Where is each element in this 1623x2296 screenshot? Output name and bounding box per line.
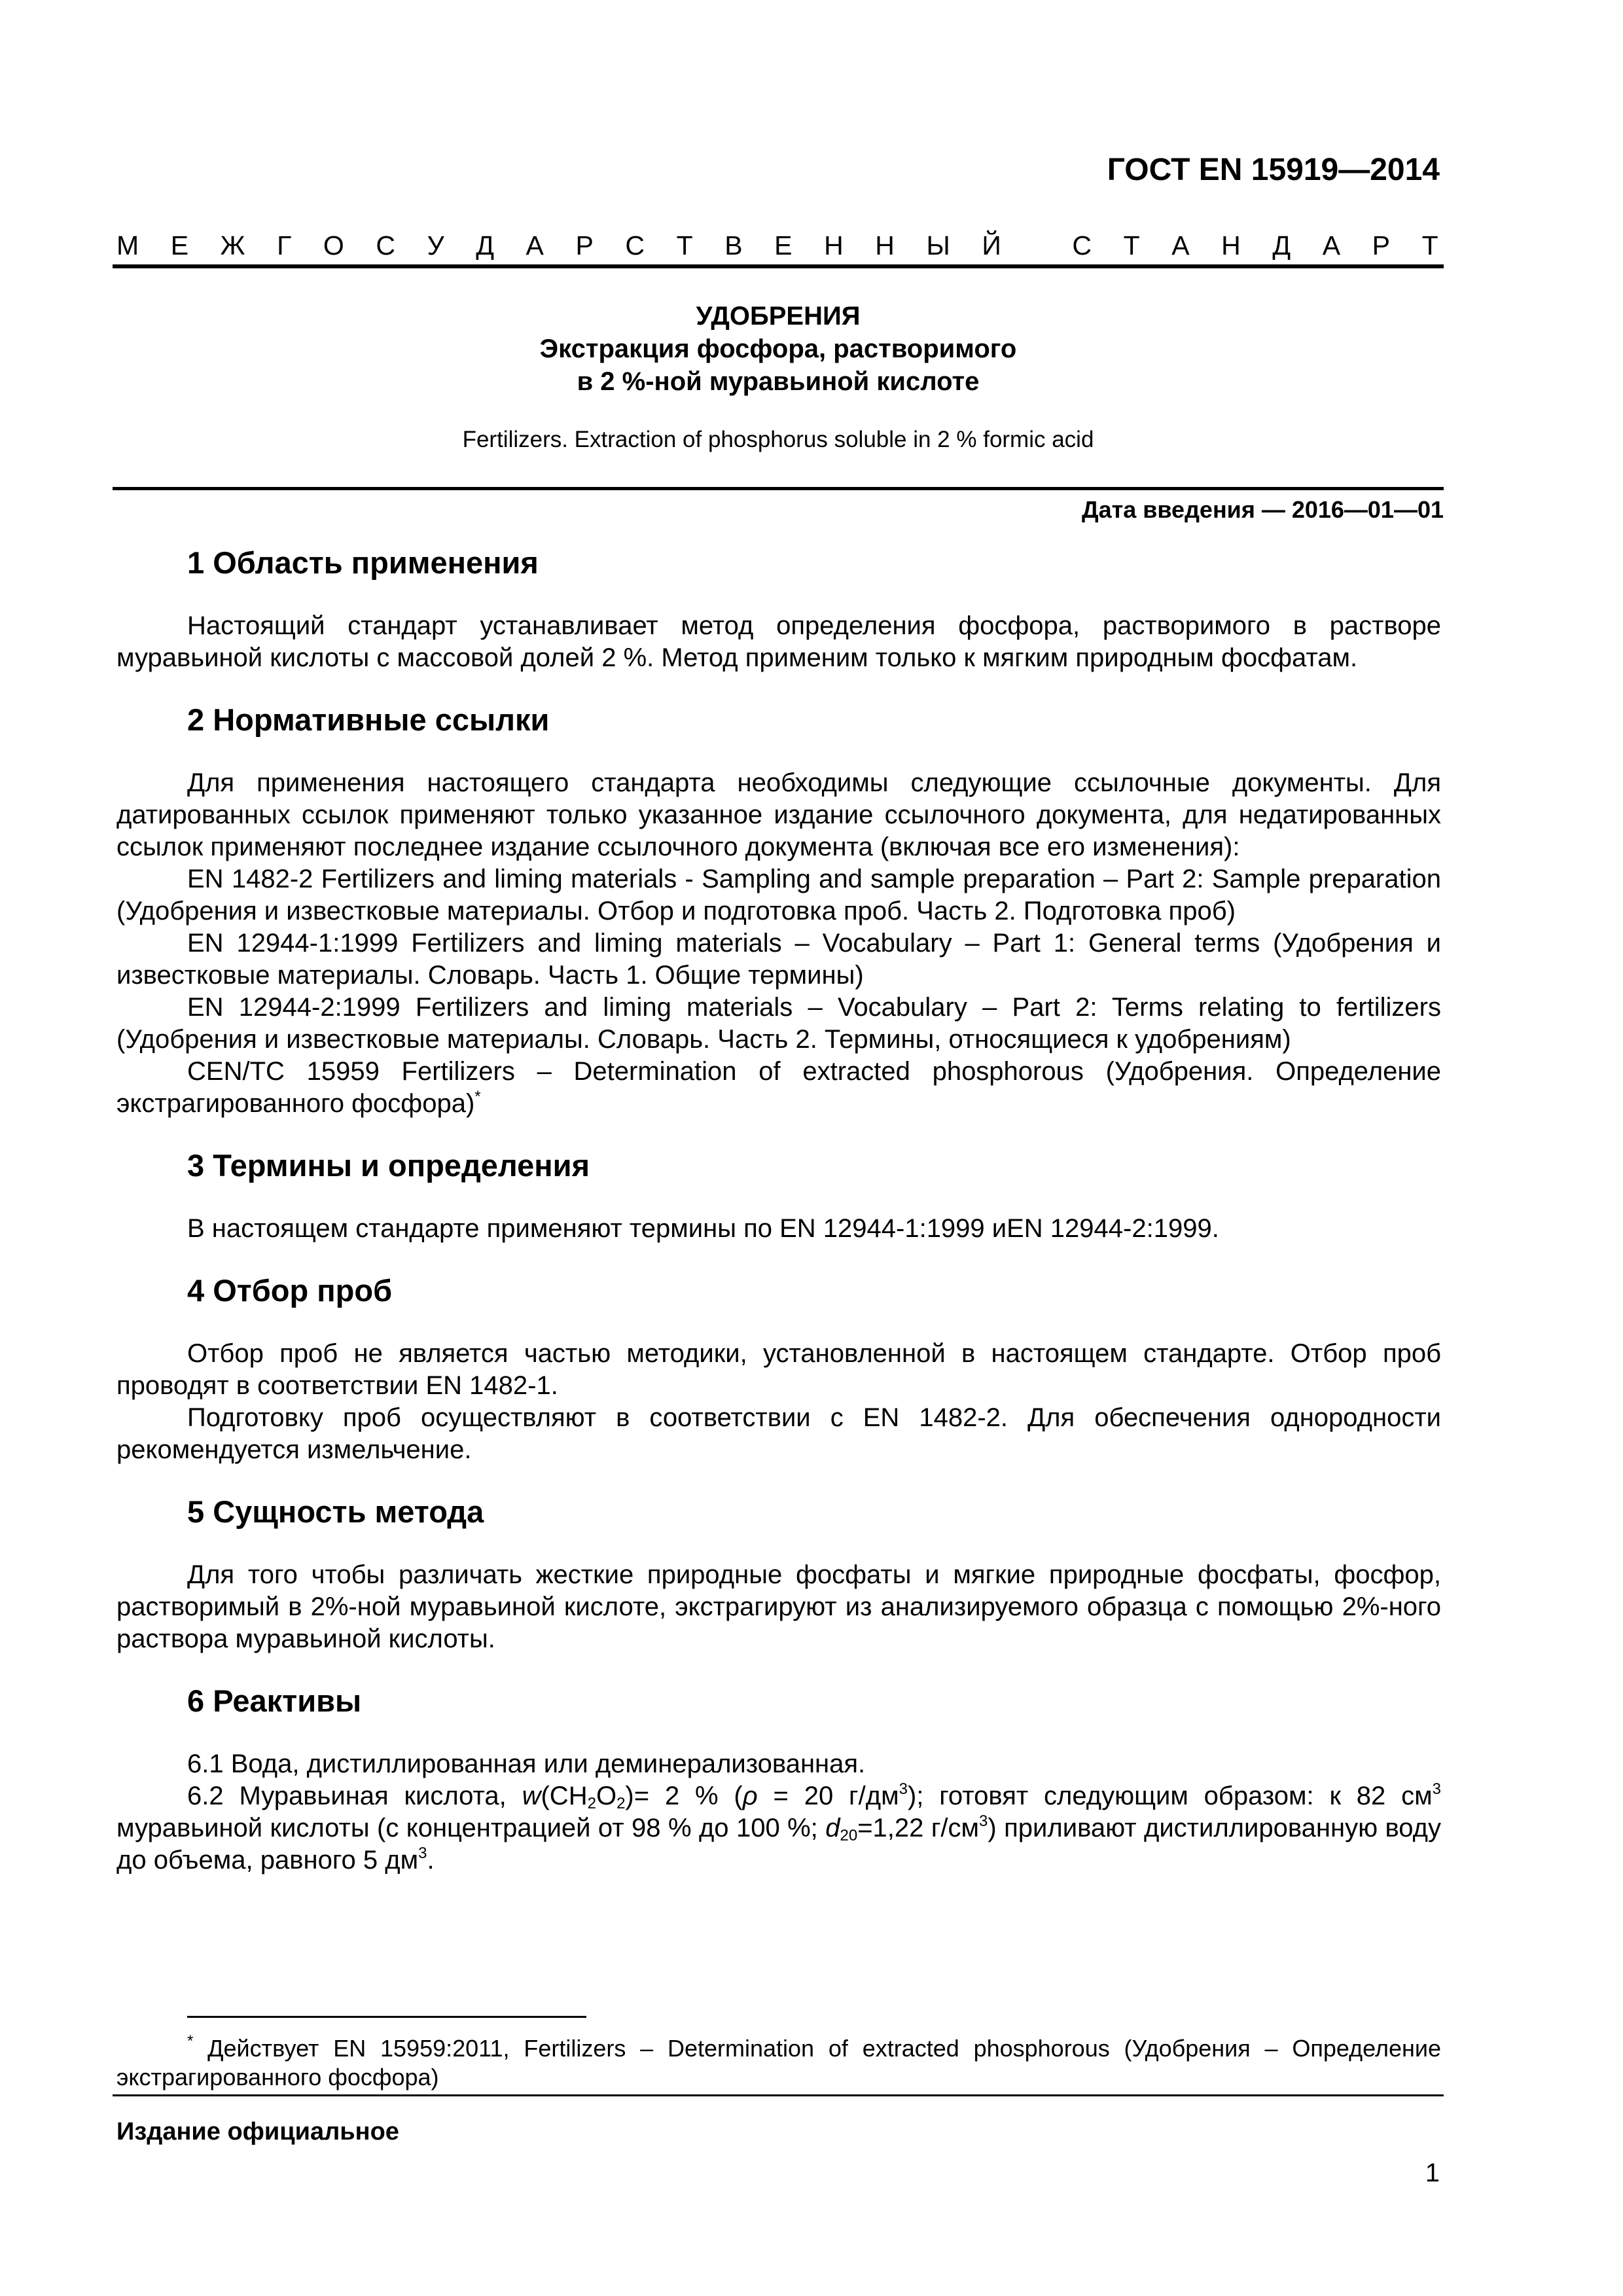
symbol-w: w bbox=[522, 1782, 541, 1810]
reference-text: CEN/TC 15959 Fertilizers – Determination of extracted phosphorous (Удобрения. Определение экстрагированного фосфора) bbox=[116, 1057, 1441, 1118]
standard-kind-letter: М bbox=[116, 230, 139, 260]
footnote-marker: * bbox=[474, 1088, 481, 1105]
standard-kind-heading bbox=[116, 230, 1438, 261]
footnote-text: Действует EN 15959:2011, Fertilizers – Determination of extracted phosphorous (Удобрения – Определение экстрагированного фосфора) bbox=[116, 2035, 1441, 2090]
section-6 bbox=[116, 1681, 1441, 1876]
paragraph: Отбор проб не является частью методики, установленной в настоящем стандарте. Отбор проб проводят в соответствии EN 1482-1. bbox=[116, 1339, 1441, 1400]
section-5 bbox=[116, 1492, 1441, 1655]
section-2 bbox=[116, 700, 1441, 1120]
title-english: Fertilizers. Extraction of phosphorus soluble in 2 % formic acid bbox=[462, 427, 1094, 452]
section-heading: 1 Область применения bbox=[187, 545, 539, 580]
section-heading: 2 Нормативные ссылки bbox=[187, 702, 550, 737]
standard-kind-letter: Ж bbox=[220, 230, 245, 260]
document-title bbox=[113, 300, 1444, 398]
symbol-rho: ρ bbox=[742, 1782, 758, 1810]
reference-item bbox=[116, 1056, 1441, 1120]
superscript: 3 bbox=[979, 1812, 988, 1830]
title-line-1: УДОБРЕНИЯ bbox=[696, 302, 861, 331]
standard-kind-letter: Д bbox=[1272, 230, 1291, 260]
reference-item: EN 12944-2:1999 Fertilizers and liming materials – Vocabulary – Part 2: Terms relating to fertilizers (Удобрения и известковые материалы. Словарь. Часть 2. Термины, относящиеся к удобрениям) bbox=[116, 993, 1441, 1054]
document-number: ГОСТ EN 15919—2014 bbox=[1107, 152, 1440, 187]
text-run: ); готовят следующим образом: к 82 см bbox=[907, 1782, 1433, 1810]
text-run: )= 2 % ( bbox=[625, 1782, 743, 1810]
section-heading: 5 Сущность метода bbox=[187, 1494, 484, 1529]
standard-kind-letter: С bbox=[376, 230, 395, 260]
standard-kind-letter: Т bbox=[1421, 230, 1438, 260]
title-line-2: Экстракция фосфора, растворимого bbox=[539, 334, 1017, 363]
standard-kind-letter: А bbox=[1171, 230, 1190, 260]
document-body bbox=[116, 543, 1441, 1903]
paragraph-formic-acid bbox=[116, 1780, 1441, 1876]
standard-kind-letter: Т bbox=[1123, 230, 1140, 260]
standard-kind-letter: О bbox=[323, 230, 344, 260]
footnote bbox=[116, 2034, 1441, 2092]
text-run: O bbox=[596, 1782, 617, 1810]
title-line-3: в 2 %-ной муравьиной кислоте bbox=[577, 367, 980, 396]
standard-kind-letter: Ы bbox=[926, 230, 950, 260]
superscript: 3 bbox=[899, 1780, 908, 1798]
text-run: (CH bbox=[541, 1782, 588, 1810]
title-rule bbox=[113, 487, 1444, 490]
footnote-separator bbox=[187, 2016, 586, 2018]
superscript: 3 bbox=[418, 1844, 427, 1862]
subscript: 20 bbox=[840, 1827, 858, 1844]
standard-kind-letter: Г bbox=[277, 230, 292, 260]
section-heading: 3 Термины и определения bbox=[187, 1148, 590, 1183]
subscript: 2 bbox=[587, 1795, 596, 1812]
standard-kind-letter: Н bbox=[1221, 230, 1241, 260]
standard-kind-letter: В bbox=[724, 230, 743, 260]
standard-kind-letter: Р bbox=[575, 230, 594, 260]
symbol-d: d bbox=[825, 1814, 840, 1842]
text-run: = 20 г/дм bbox=[757, 1782, 899, 1810]
standard-kind-letter: Р bbox=[1372, 230, 1390, 260]
edition-label: Издание официальное bbox=[116, 2118, 399, 2145]
section-heading: 4 Отбор проб bbox=[187, 1273, 393, 1308]
footnote-marker: * bbox=[187, 2032, 194, 2050]
standard-kind-letter: С bbox=[1072, 230, 1092, 260]
text-run: ) приливают дистиллированную воду до объема, равного 5 дм bbox=[116, 1814, 1442, 1874]
standard-kind-letter: Т bbox=[676, 230, 693, 260]
paragraph: В настоящем стандарте применяют термины по EN 12944-1:1999 иEN 12944-2:1999. bbox=[187, 1214, 1219, 1243]
text-run: 6.2 Муравьиная кислота, bbox=[187, 1782, 522, 1810]
standard-kind-letter: Е bbox=[774, 230, 793, 260]
paragraph: Подготовку проб осуществляют в соответствии с EN 1482-2. Для обеспечения однородности рекомендуется измельчение. bbox=[116, 1403, 1441, 1464]
paragraph: 6.1 Вода, дистиллированная или деминерализованная. bbox=[187, 1749, 866, 1778]
section-4 bbox=[116, 1271, 1441, 1466]
standard-kind-letter: Е bbox=[170, 230, 189, 260]
paragraph: Для применения настоящего стандарта необходимы следующие ссылочные документы. Для датированных ссылок применяют только указанное издание ссылочного документа, для недатированных ссылок применяют последнее издание ссылочного документа (включая все его изменения): bbox=[116, 768, 1441, 861]
page-number: 1 bbox=[1425, 2159, 1440, 2187]
paragraph: Для того чтобы различать жесткие природные фосфаты и мягкие природные фосфаты, фосфор, растворимый в 2%-ной муравьиной кислоте, экстрагируют из анализируемого образца с помощью 2%-ного раствора муравьиной кислоты. bbox=[116, 1560, 1441, 1653]
superscript: 3 bbox=[1432, 1780, 1441, 1798]
header-rule bbox=[113, 264, 1444, 268]
introduction-date: Дата введения — 2016—01—01 bbox=[1081, 496, 1444, 523]
reference-item: EN 1482-2 Fertilizers and liming materials - Sampling and sample preparation – Part 2: Sample preparation (Удобрения и известковые материалы. Отбор и подготовка проб. Часть 2. Подготовка проб) bbox=[116, 865, 1441, 925]
text-run: . bbox=[427, 1846, 435, 1874]
standard-kind-letter: А bbox=[526, 230, 544, 260]
standard-kind-letter: Й bbox=[982, 230, 1001, 260]
standard-kind-letter: С bbox=[625, 230, 645, 260]
standard-kind-letter: Н bbox=[824, 230, 844, 260]
section-heading: 6 Реактивы bbox=[187, 1683, 362, 1718]
section-3 bbox=[116, 1146, 1441, 1245]
paragraph: Настоящий стандарт устанавливает метод определения фосфора, растворимого в растворе муравьиной кислоты с массовой долей 2 %. Метод применим только к мягким природным фосфатам. bbox=[116, 611, 1441, 672]
reference-item: EN 12944-1:1999 Fertilizers and liming materials – Vocabulary – Part 1: General terms (Удобрения и известковые материалы. Словарь. Часть 1. Общие термины) bbox=[116, 929, 1441, 990]
standard-kind-letter: А bbox=[1322, 230, 1341, 260]
standard-kind-letter bbox=[1033, 230, 1040, 261]
text-run: =1,22 г/см bbox=[857, 1814, 980, 1842]
section-1 bbox=[116, 543, 1441, 674]
footer-rule bbox=[113, 2094, 1444, 2096]
standard-kind-letter: Д bbox=[476, 230, 494, 260]
text-run: муравьиной кислоты (с концентрацией от 98 % до 100 %; bbox=[116, 1814, 826, 1842]
standard-kind-letter: Н bbox=[875, 230, 895, 260]
subscript: 2 bbox=[616, 1795, 626, 1812]
standard-kind-letter: У bbox=[427, 230, 444, 260]
